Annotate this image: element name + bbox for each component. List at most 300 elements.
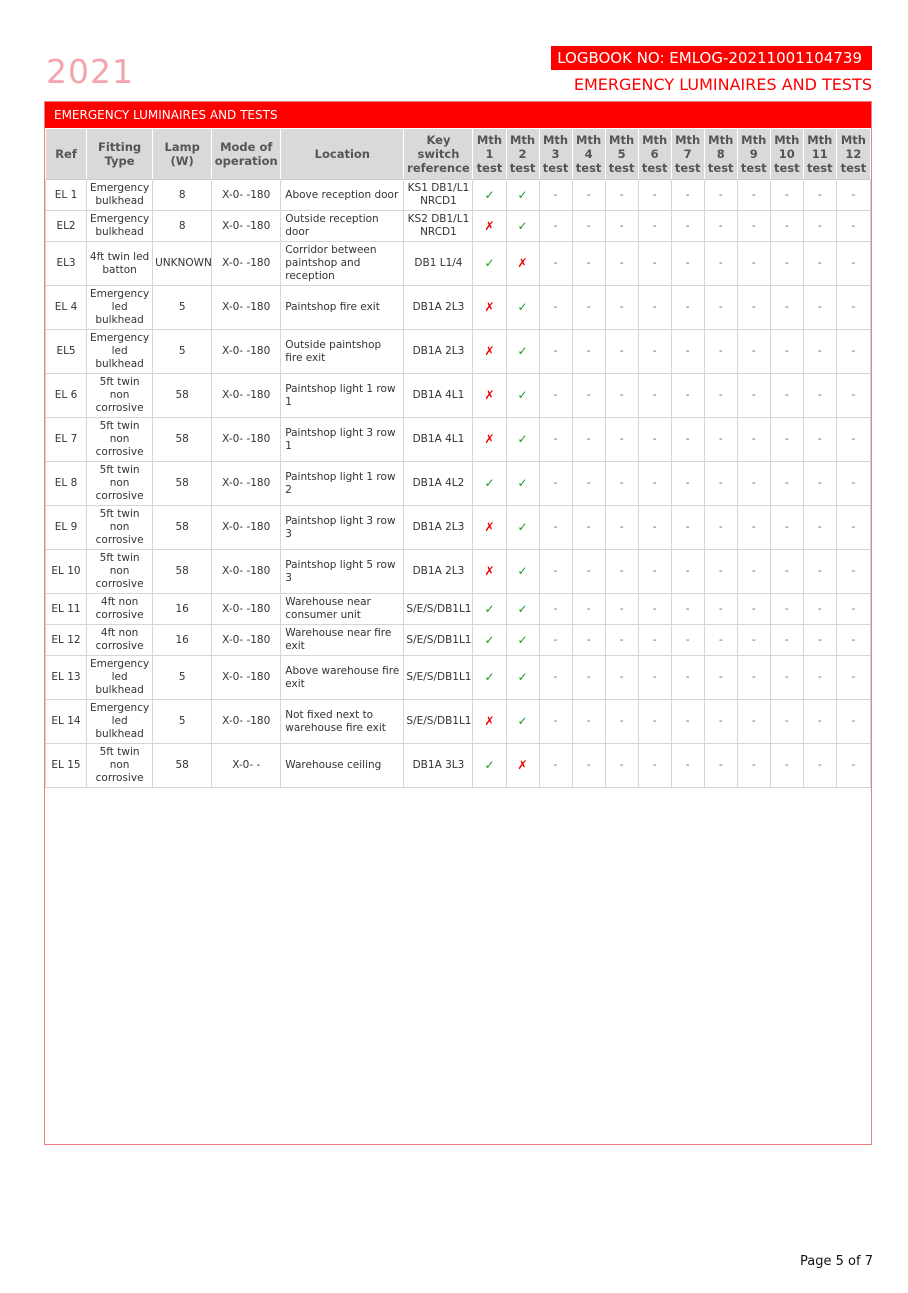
fail-icon: ✗: [473, 700, 506, 744]
test-empty: -: [836, 242, 870, 286]
test-empty: -: [572, 462, 605, 506]
table-row: [46, 180, 871, 211]
test-empty: -: [704, 286, 737, 330]
test-empty: -: [572, 744, 605, 788]
test-empty: -: [638, 462, 671, 506]
test-empty: -: [605, 744, 638, 788]
pass-icon: ✓: [506, 550, 539, 594]
cell-key: DB1A 4L1: [404, 374, 473, 418]
fail-icon: ✗: [473, 330, 506, 374]
test-empty: -: [572, 418, 605, 462]
test-empty: -: [803, 330, 836, 374]
test-empty: -: [671, 550, 704, 594]
test-empty: -: [836, 506, 870, 550]
cell-location: Not fixed next to warehouse fire exit: [281, 700, 404, 744]
cell-key: DB1A 4L2: [404, 462, 473, 506]
test-empty: -: [704, 418, 737, 462]
test-empty: -: [704, 330, 737, 374]
cell-lamp: 58: [153, 418, 212, 462]
cell-key: DB1A 4L1: [404, 418, 473, 462]
pass-icon: ✓: [473, 462, 506, 506]
pass-icon: ✓: [506, 625, 539, 656]
cell-mode: X-0- -180: [212, 180, 281, 211]
test-empty: -: [539, 506, 572, 550]
test-empty: -: [836, 625, 870, 656]
test-empty: -: [770, 744, 803, 788]
column-header: Mode of operation: [212, 129, 281, 180]
table-row: [46, 330, 871, 374]
test-empty: -: [638, 180, 671, 211]
cell-ref: EL 9: [46, 506, 87, 550]
cell-key: DB1 L1/4: [404, 242, 473, 286]
cell-lamp: 5: [153, 656, 212, 700]
cell-mode: X-0- -180: [212, 374, 281, 418]
table-row: [46, 462, 871, 506]
cell-ref: EL3: [46, 242, 87, 286]
test-empty: -: [737, 462, 770, 506]
table-body: [46, 180, 871, 788]
test-empty: -: [704, 625, 737, 656]
test-empty: -: [737, 418, 770, 462]
test-empty: -: [539, 700, 572, 744]
pass-icon: ✓: [506, 418, 539, 462]
cell-location: Paintshop light 3 row 1: [281, 418, 404, 462]
pass-icon: ✓: [506, 180, 539, 211]
column-header: Mth 3 test: [539, 129, 572, 180]
test-empty: -: [539, 625, 572, 656]
test-empty: -: [836, 330, 870, 374]
test-empty: -: [605, 550, 638, 594]
cell-key: DB1A 2L3: [404, 286, 473, 330]
test-empty: -: [605, 330, 638, 374]
test-empty: -: [737, 700, 770, 744]
test-empty: -: [638, 330, 671, 374]
test-empty: -: [803, 625, 836, 656]
cell-ref: EL 12: [46, 625, 87, 656]
cell-lamp: 5: [153, 330, 212, 374]
cell-mode: X-0- -180: [212, 330, 281, 374]
column-header: Mth 9 test: [737, 129, 770, 180]
cell-key: KS1 DB1/L1 NRCD1: [404, 180, 473, 211]
test-empty: -: [539, 550, 572, 594]
test-empty: -: [737, 594, 770, 625]
cell-ref: EL 11: [46, 594, 87, 625]
test-empty: -: [704, 550, 737, 594]
test-empty: -: [836, 374, 870, 418]
test-empty: -: [770, 242, 803, 286]
test-empty: -: [572, 330, 605, 374]
cell-lamp: 58: [153, 374, 212, 418]
cell-ref: EL 13: [46, 656, 87, 700]
test-empty: -: [737, 242, 770, 286]
test-empty: -: [737, 180, 770, 211]
test-empty: -: [836, 211, 870, 242]
cell-fitting: 5ft twin non corrosive: [87, 374, 153, 418]
column-header: Location: [281, 129, 404, 180]
cell-key: S/E/S/DB1L1: [404, 625, 473, 656]
pass-icon: ✓: [473, 594, 506, 625]
test-empty: -: [770, 506, 803, 550]
test-empty: -: [704, 744, 737, 788]
test-empty: -: [572, 506, 605, 550]
test-empty: -: [737, 286, 770, 330]
column-header: Fitting Type: [87, 129, 153, 180]
test-empty: -: [671, 330, 704, 374]
fail-icon: ✗: [473, 211, 506, 242]
column-header: Mth 2 test: [506, 129, 539, 180]
cell-key: DB1A 2L3: [404, 550, 473, 594]
test-empty: -: [770, 286, 803, 330]
test-empty: -: [572, 656, 605, 700]
test-empty: -: [605, 211, 638, 242]
test-empty: -: [770, 550, 803, 594]
test-empty: -: [803, 700, 836, 744]
test-empty: -: [704, 594, 737, 625]
fail-icon: ✗: [506, 242, 539, 286]
cell-location: Warehouse near consumer unit: [281, 594, 404, 625]
cell-mode: X-0- -180: [212, 625, 281, 656]
test-empty: -: [638, 374, 671, 418]
test-empty: -: [605, 594, 638, 625]
cell-location: Warehouse near fire exit: [281, 625, 404, 656]
test-empty: -: [671, 656, 704, 700]
test-empty: -: [638, 242, 671, 286]
column-header: Mth 6 test: [638, 129, 671, 180]
test-empty: -: [539, 462, 572, 506]
cell-ref: EL2: [46, 211, 87, 242]
cell-ref: EL 4: [46, 286, 87, 330]
cell-ref: EL 14: [46, 700, 87, 744]
column-header: Mth 11 test: [803, 129, 836, 180]
cell-mode: X-0- -180: [212, 286, 281, 330]
table-row: [46, 594, 871, 625]
test-empty: -: [539, 744, 572, 788]
cell-mode: X-0- -180: [212, 418, 281, 462]
test-empty: -: [737, 211, 770, 242]
test-empty: -: [572, 211, 605, 242]
cell-fitting: 4ft non corrosive: [87, 625, 153, 656]
test-empty: -: [836, 594, 870, 625]
test-empty: -: [638, 211, 671, 242]
fail-icon: ✗: [473, 418, 506, 462]
test-empty: -: [671, 211, 704, 242]
column-header: Key switch reference: [404, 129, 473, 180]
test-empty: -: [671, 374, 704, 418]
test-empty: -: [605, 656, 638, 700]
cell-lamp: UNKNOWN: [153, 242, 212, 286]
fail-icon: ✗: [506, 744, 539, 788]
test-empty: -: [704, 242, 737, 286]
table-row: [46, 744, 871, 788]
test-empty: -: [605, 180, 638, 211]
test-empty: -: [704, 700, 737, 744]
test-empty: -: [572, 700, 605, 744]
test-empty: -: [605, 625, 638, 656]
pass-icon: ✓: [506, 594, 539, 625]
test-empty: -: [803, 462, 836, 506]
cell-fitting: Emergency led bulkhead: [87, 656, 153, 700]
test-empty: -: [572, 286, 605, 330]
test-empty: -: [770, 374, 803, 418]
cell-fitting: 5ft twin non corrosive: [87, 550, 153, 594]
test-empty: -: [671, 506, 704, 550]
cell-location: Corridor between paintshop and reception: [281, 242, 404, 286]
test-empty: -: [539, 286, 572, 330]
cell-lamp: 16: [153, 594, 212, 625]
pass-icon: ✓: [506, 211, 539, 242]
luminaires-panel: [44, 101, 872, 1145]
pass-icon: ✓: [506, 700, 539, 744]
test-empty: -: [836, 286, 870, 330]
cell-ref: EL 10: [46, 550, 87, 594]
test-empty: -: [770, 462, 803, 506]
cell-location: Above warehouse fire exit: [281, 656, 404, 700]
fail-icon: ✗: [473, 550, 506, 594]
fail-icon: ✗: [473, 374, 506, 418]
test-empty: -: [704, 180, 737, 211]
test-empty: -: [572, 594, 605, 625]
cell-fitting: Emergency bulkhead: [87, 180, 153, 211]
pass-icon: ✓: [506, 330, 539, 374]
cell-fitting: Emergency bulkhead: [87, 211, 153, 242]
test-empty: -: [836, 550, 870, 594]
test-empty: -: [704, 374, 737, 418]
cell-mode: X-0- -180: [212, 462, 281, 506]
table-row: [46, 625, 871, 656]
table-row: [46, 656, 871, 700]
column-header: Mth 10 test: [770, 129, 803, 180]
column-header: Lamp (W): [153, 129, 212, 180]
table-row: [46, 506, 871, 550]
pass-icon: ✓: [473, 625, 506, 656]
cell-lamp: 58: [153, 550, 212, 594]
column-header: Mth 12 test: [836, 129, 870, 180]
test-empty: -: [638, 700, 671, 744]
test-empty: -: [770, 418, 803, 462]
test-empty: -: [737, 550, 770, 594]
column-header: Mth 8 test: [704, 129, 737, 180]
table-header-row: [46, 129, 871, 180]
test-empty: -: [803, 550, 836, 594]
test-empty: -: [671, 242, 704, 286]
test-empty: -: [638, 594, 671, 625]
test-empty: -: [803, 594, 836, 625]
test-empty: -: [638, 625, 671, 656]
test-empty: -: [803, 506, 836, 550]
cell-key: S/E/S/DB1L1: [404, 700, 473, 744]
cell-lamp: 5: [153, 700, 212, 744]
test-empty: -: [737, 625, 770, 656]
test-empty: -: [539, 330, 572, 374]
page-number: Page 5 of 7: [800, 1254, 873, 1269]
test-empty: -: [605, 418, 638, 462]
luminaires-table: [45, 128, 871, 788]
test-empty: -: [572, 374, 605, 418]
pass-icon: ✓: [473, 180, 506, 211]
test-empty: -: [836, 462, 870, 506]
test-empty: -: [836, 744, 870, 788]
cell-fitting: 5ft twin non corrosive: [87, 462, 153, 506]
table-row: [46, 550, 871, 594]
test-empty: -: [737, 656, 770, 700]
table-row: [46, 374, 871, 418]
test-empty: -: [572, 550, 605, 594]
table-row: [46, 418, 871, 462]
test-empty: -: [836, 418, 870, 462]
cell-location: Paintshop light 5 row 3: [281, 550, 404, 594]
cell-fitting: 5ft twin non corrosive: [87, 744, 153, 788]
cell-fitting: 4ft twin led batton: [87, 242, 153, 286]
cell-location: Above reception door: [281, 180, 404, 211]
test-empty: -: [737, 330, 770, 374]
cell-fitting: 4ft non corrosive: [87, 594, 153, 625]
test-empty: -: [539, 180, 572, 211]
cell-ref: EL 8: [46, 462, 87, 506]
logbook-number: LOGBOOK NO: EMLOG-20211001104739: [551, 46, 872, 70]
pass-icon: ✓: [506, 462, 539, 506]
test-empty: -: [803, 418, 836, 462]
cell-fitting: Emergency led bulkhead: [87, 330, 153, 374]
test-empty: -: [671, 462, 704, 506]
test-empty: -: [803, 656, 836, 700]
cell-key: S/E/S/DB1L1: [404, 656, 473, 700]
cell-fitting: Emergency led bulkhead: [87, 286, 153, 330]
test-empty: -: [572, 180, 605, 211]
cell-fitting: Emergency led bulkhead: [87, 700, 153, 744]
test-empty: -: [638, 506, 671, 550]
column-header: Mth 7 test: [671, 129, 704, 180]
column-header: Ref: [46, 129, 87, 180]
cell-mode: X-0- -180: [212, 656, 281, 700]
cell-lamp: 5: [153, 286, 212, 330]
test-empty: -: [671, 594, 704, 625]
cell-lamp: 58: [153, 462, 212, 506]
cell-location: Outside paintshop fire exit: [281, 330, 404, 374]
pass-icon: ✓: [506, 506, 539, 550]
test-empty: -: [539, 594, 572, 625]
fail-icon: ✗: [473, 506, 506, 550]
pass-icon: ✓: [473, 242, 506, 286]
cell-location: Paintshop fire exit: [281, 286, 404, 330]
pass-icon: ✓: [506, 374, 539, 418]
cell-lamp: 8: [153, 180, 212, 211]
test-empty: -: [704, 506, 737, 550]
cell-key: S/E/S/DB1L1: [404, 594, 473, 625]
test-empty: -: [638, 418, 671, 462]
cell-mode: X-0- -180: [212, 242, 281, 286]
test-empty: -: [572, 242, 605, 286]
test-empty: -: [803, 744, 836, 788]
test-empty: -: [605, 374, 638, 418]
table-row: [46, 242, 871, 286]
test-empty: -: [770, 625, 803, 656]
test-empty: -: [770, 656, 803, 700]
cell-mode: X-0- -180: [212, 211, 281, 242]
test-empty: -: [638, 286, 671, 330]
test-empty: -: [539, 374, 572, 418]
test-empty: -: [770, 700, 803, 744]
column-header: Mth 5 test: [605, 129, 638, 180]
table-row: [46, 211, 871, 242]
cell-key: DB1A 3L3: [404, 744, 473, 788]
test-empty: -: [770, 330, 803, 374]
test-empty: -: [737, 506, 770, 550]
cell-lamp: 16: [153, 625, 212, 656]
section-title: EMERGENCY LUMINAIRES AND TESTS: [45, 102, 871, 128]
test-empty: -: [638, 744, 671, 788]
test-empty: -: [605, 242, 638, 286]
document-subtitle: EMERGENCY LUMINAIRES AND TESTS: [573, 75, 872, 94]
pass-icon: ✓: [506, 656, 539, 700]
test-empty: -: [770, 180, 803, 211]
test-empty: -: [572, 625, 605, 656]
cell-mode: X-0- -180: [212, 506, 281, 550]
cell-location: Warehouse ceiling: [281, 744, 404, 788]
cell-key: DB1A 2L3: [404, 330, 473, 374]
test-empty: -: [836, 700, 870, 744]
cell-ref: EL 7: [46, 418, 87, 462]
column-header: Mth 4 test: [572, 129, 605, 180]
cell-mode: X-0- -: [212, 744, 281, 788]
test-empty: -: [803, 242, 836, 286]
test-empty: -: [803, 211, 836, 242]
test-empty: -: [671, 286, 704, 330]
cell-ref: EL 15: [46, 744, 87, 788]
test-empty: -: [671, 180, 704, 211]
test-empty: -: [770, 211, 803, 242]
test-empty: -: [803, 180, 836, 211]
cell-location: Paintshop light 1 row 1: [281, 374, 404, 418]
pass-icon: ✓: [473, 656, 506, 700]
cell-lamp: 58: [153, 506, 212, 550]
test-empty: -: [737, 374, 770, 418]
cell-location: Paintshop light 1 row 2: [281, 462, 404, 506]
test-empty: -: [539, 656, 572, 700]
test-empty: -: [671, 744, 704, 788]
year-heading: 2021: [46, 52, 134, 91]
cell-mode: X-0- -180: [212, 550, 281, 594]
cell-ref: EL 1: [46, 180, 87, 211]
test-empty: -: [539, 418, 572, 462]
pass-icon: ✓: [506, 286, 539, 330]
cell-key: KS2 DB1/L1 NRCD1: [404, 211, 473, 242]
test-empty: -: [638, 656, 671, 700]
column-header: Mth 1 test: [473, 129, 506, 180]
cell-ref: EL5: [46, 330, 87, 374]
test-empty: -: [770, 594, 803, 625]
test-empty: -: [737, 744, 770, 788]
test-empty: -: [803, 374, 836, 418]
cell-fitting: 5ft twin non corrosive: [87, 506, 153, 550]
test-empty: -: [704, 656, 737, 700]
cell-lamp: 8: [153, 211, 212, 242]
test-empty: -: [671, 700, 704, 744]
test-empty: -: [605, 286, 638, 330]
cell-location: Outside reception door: [281, 211, 404, 242]
test-empty: -: [671, 418, 704, 462]
test-empty: -: [836, 656, 870, 700]
test-empty: -: [605, 462, 638, 506]
table-row: [46, 286, 871, 330]
test-empty: -: [704, 462, 737, 506]
test-empty: -: [539, 211, 572, 242]
cell-lamp: 58: [153, 744, 212, 788]
test-empty: -: [605, 700, 638, 744]
test-empty: -: [704, 211, 737, 242]
cell-ref: EL 6: [46, 374, 87, 418]
fail-icon: ✗: [473, 286, 506, 330]
test-empty: -: [836, 180, 870, 211]
